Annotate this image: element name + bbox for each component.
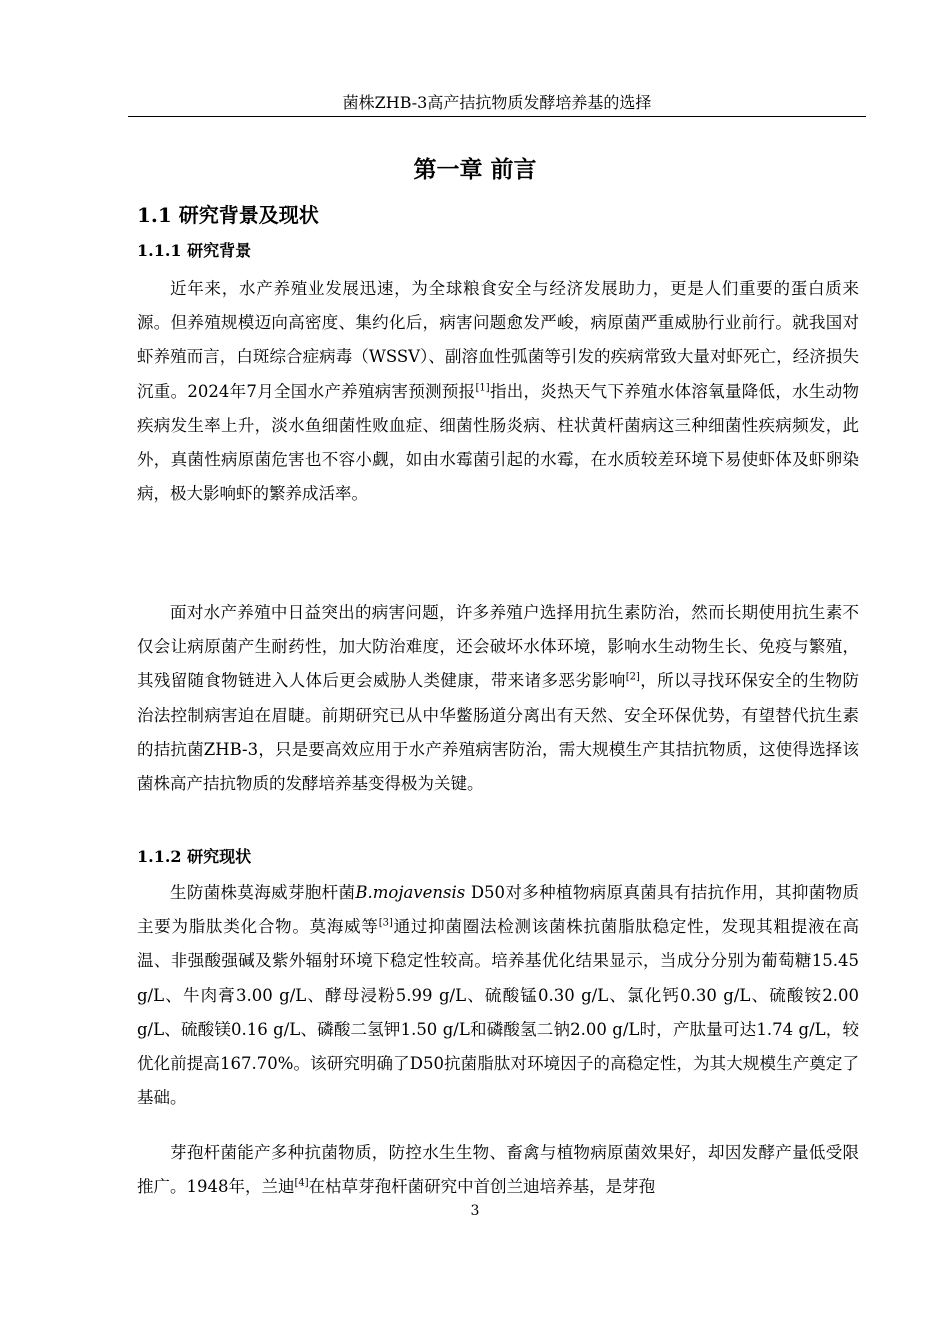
citation-ref-3: [3] [378,917,393,929]
paragraph-text: 通过抑菌圈法检测该菌株抗菌脂肽稳定性，发现其粗提液在高温、非强酸强碱及紫外辐射环境下稳定性较高。培养基优化结果显示，当成分分别为葡萄糖15.45 g/L、牛肉膏3.00 g/L、酵母浸粉5.99 g/L、硫酸锰0.30 g/L、氯化钙0.30 g/L、硫酸铵2.00 g/L、硫酸镁0.16 g/L、磷酸二氢钾1.50 g/L和磷酸氢二钠2.00 g/L时，产肽量可达1.74 g/L，较优化前提高167.70%。该研究明确了D50抗菌脂肽对环境因子的高稳定性，为其大规模生产奠定了基础。 [137,917,860,1108]
paragraph-status-2 [137,1136,859,1204]
paragraph-text: 近年来，水产养殖业发展迅速，为全球粮食安全与经济发展助力，更是人们重要的蛋白质来源。但养殖规模迈向高密度、集约化后，病害问题愈发严峻，病原菌严重威胁行业前行。就我国对虾养殖而言，白斑综合症病毒（WSSV）、副溶血性弧菌等引发的疾病常致大量对虾死亡，经济损失沉重。2024年7月全国水产养殖病害预测预报 [137,279,859,401]
page-number: 3 [470,1203,480,1219]
section-heading-1-1: 1.1 研究背景及现状 [137,203,319,227]
section-heading-1-1-2: 1.1.2 研究现状 [137,847,252,866]
running-header: 菌株ZHB-3高产拮抗物质发酵培养基的选择 [342,93,652,112]
paragraph-text: ，所以寻找环保安全的生物防治法控制病害迫在眉睫。前期研究已从中华鳖肠道分离出有天然、安全环保优势，有望替代抗生素的拮抗菌ZHB-3，只是要高效应用于水产养殖病害防治，需大规模生产其拮抗物质，这使得选择该菌株高产拮抗物质的发酵培养基变得极为关键。 [137,671,860,794]
paragraph-text: 指出，炎热天气下养殖水体溶氧量降低，水生动物疾病发生率上升，淡水鱼细菌性败血症、细菌性肠炎病、柱状黄杆菌病这三种细菌性疾病频发，此外，真菌性病原菌危害也不容小觑，如由水霉菌引起的水霉，在水质较差环境下易使虾体及虾卵染病，极大影响虾的繁养成活率。 [137,381,860,504]
paragraph-background-2 [137,596,859,801]
citation-ref-4: [4] [294,1177,309,1189]
chapter-title: 第一章 前言 [413,156,537,183]
paragraph-status-1 [137,876,859,1115]
species-name: B.mojavensis [355,883,466,902]
paragraph-background-1 [137,272,859,511]
paragraph-text: 芽孢杆菌能产多种抗菌物质，防控水生生物、畜禽与植物病原菌效果好，却因发酵产量低受限推广。1948年，兰迪 [137,1143,859,1197]
citation-ref-2: [2] [625,671,640,683]
section-heading-1-1-1: 1.1.1 研究背景 [137,241,252,260]
paragraph-text: 面对水产养殖中日益突出的病害问题，许多养殖户选择用抗生素防治，然而长期使用抗生素不仅会让病原菌产生耐药性，加大防治难度，还会破坏水体环境，影响水生动物生长、免疫与繁殖，其残留随食物链进入人体后更会威胁人类健康，带来诸多恶劣影响 [137,603,859,691]
paragraph-text: 生防菌株莫海威芽胞杆菌 [170,883,356,902]
paragraph-text: D50对多种植物病原真菌具有拮抗作用，其抑菌物质主要为脂肽类化合物。莫海威等 [137,883,859,937]
citation-ref-1: [1] [475,382,490,394]
header-rule [128,116,866,117]
paragraph-text: 在枯草芽孢杆菌研究中首创兰迪培养基，是芽孢 [308,1177,656,1197]
